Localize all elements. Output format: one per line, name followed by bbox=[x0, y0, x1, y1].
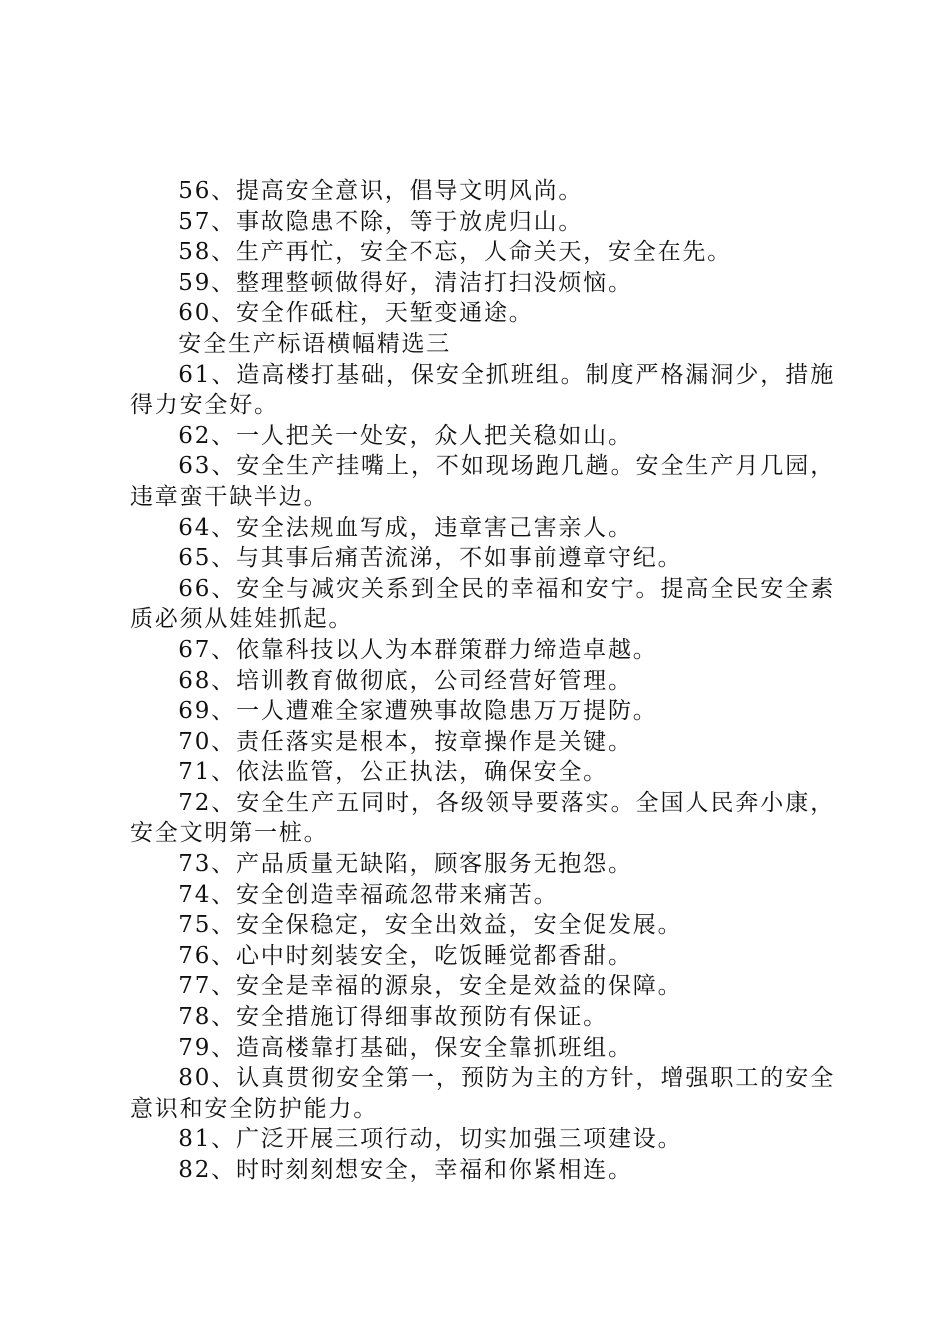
paragraph-81: 81、广泛开展三项行动，切实加强三项建设。 bbox=[178, 1126, 683, 1153]
paragraph-56: 56、提高安全意识，倡导文明风尚。 bbox=[178, 178, 584, 204]
paragraph-65: 65、与其事后痛苦流涕，不如事前遵章守纪。 bbox=[178, 545, 683, 572]
paragraph-57: 57、事故隐患不除，等于放虎归山。 bbox=[178, 208, 584, 235]
paragraph-75: 75、安全保稳定，安全出效益，安全促发展。 bbox=[178, 912, 683, 939]
paragraph-79: 79、造高楼靠打基础，保安全靠抓班组。 bbox=[178, 1034, 633, 1061]
paragraph-82: 82、时时刻刻想安全，幸福和你紧相连。 bbox=[178, 1157, 633, 1183]
paragraph-68: 68、培训教育做彻底，公司经营好管理。 bbox=[178, 667, 633, 694]
paragraph-80: 80、认真贯彻安全第一，预防为主的方针，增强职工的安全意识和安全防护能力。 bbox=[130, 1065, 835, 1122]
paragraph-70: 70、责任落实是根本，按章操作是关键。 bbox=[178, 728, 633, 755]
paragraph-67: 67、依靠科技以人为本群策群力缔造卓越。 bbox=[178, 636, 658, 663]
paragraph-74: 74、安全创造幸福疏忽带来痛苦。 bbox=[178, 881, 559, 908]
paragraph-73: 73、产品质量无缺陷，顾客服务无抱怨。 bbox=[178, 851, 633, 878]
paragraph-71: 71、依法监管，公正执法，确保安全。 bbox=[178, 759, 608, 786]
paragraph-64: 64、安全法规血写成，违章害己害亲人。 bbox=[178, 514, 633, 541]
paragraph-77: 77、安全是幸福的源泉，安全是效益的保障。 bbox=[178, 973, 683, 1000]
paragraph-60: 60、安全作砥柱，天堑变通途。 bbox=[178, 300, 534, 327]
paragraph-62: 62、一人把关一处安，众人把关稳如山。 bbox=[178, 422, 633, 449]
paragraph-61: 61、造高楼打基础，保安全抓班组。制度严格漏洞少，措施得力安全好。 bbox=[130, 361, 835, 419]
paragraph-58: 58、生产再忙，安全不忘，人命关天，安全在先。 bbox=[178, 239, 732, 266]
document-body bbox=[130, 176, 835, 1186]
paragraph-59: 59、整理整顿做得好，清洁打扫没烦恼。 bbox=[178, 269, 633, 296]
section-heading: 安全生产标语横幅精选三 bbox=[178, 330, 452, 357]
paragraph-63: 63、安全生产挂嘴上，不如现场跑几趟。安全生产月几园，违章蛮干缺半边。 bbox=[130, 453, 835, 510]
paragraph-78: 78、安全措施订得细事故预防有保证。 bbox=[178, 1004, 608, 1031]
paragraph-69: 69、一人遭难全家遭殃事故隐患万万提防。 bbox=[178, 698, 658, 725]
paragraph-76: 76、心中时刻装安全，吃饭睡觉都香甜。 bbox=[178, 942, 633, 969]
paragraph-66: 66、安全与减灾关系到全民的幸福和安宁。提高全民安全素质必须从娃娃抓起。 bbox=[130, 575, 835, 633]
paragraph-72: 72、安全生产五同时，各级领导要落实。全国人民奔小康，安全文明第一桩。 bbox=[130, 789, 835, 847]
